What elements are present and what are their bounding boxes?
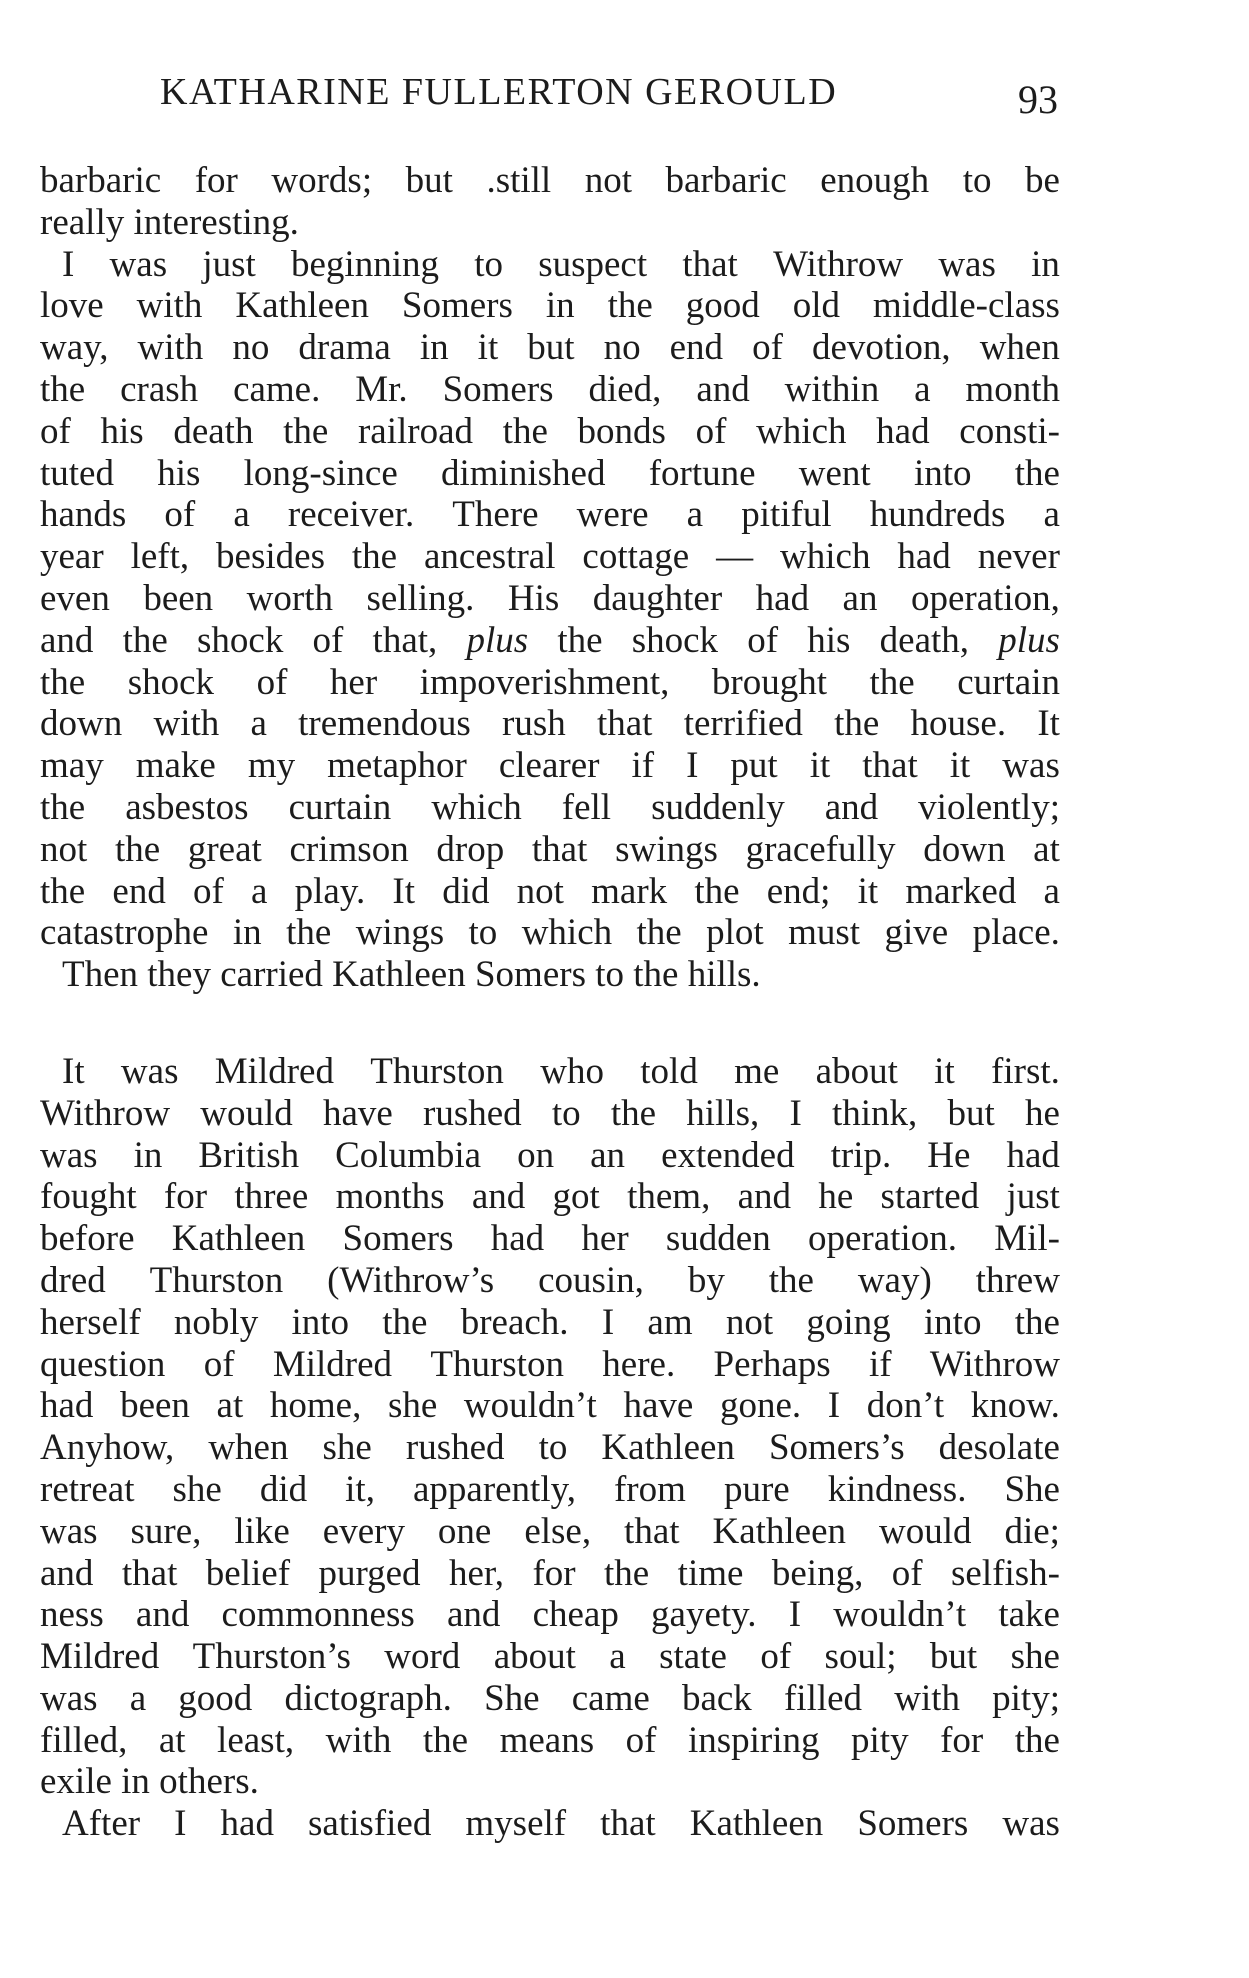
text-line: ness and commonness and cheap gayety. I wouldn’t take: [40, 1594, 1060, 1636]
paragraph: [40, 1051, 1060, 1803]
text-line: I was just beginning to suspect that Withrow was in: [62, 243, 1060, 285]
paragraph: [40, 160, 1060, 244]
text-line: had been at home, she wouldn’t have gone. I don’t know.: [40, 1385, 1060, 1427]
text-line: even been worth selling. His daughter had an operation,: [40, 577, 1060, 619]
text-line: the end of a play. It did not mark the end; it marked a: [40, 870, 1060, 912]
text-line: Withrow would have rushed to the hills, I think, but he: [40, 1092, 1060, 1134]
text-line: and that belief purged her, for the time being, of selfish-: [40, 1552, 1060, 1594]
text-line: question of Mildred Thurston here. Perhaps if Withrow: [40, 1343, 1060, 1385]
text-line: herself nobly into the breach. I am not going into the: [40, 1301, 1060, 1343]
text-line: Then they carried Kathleen Somers to the hills.: [62, 954, 761, 996]
paragraph: [40, 244, 1060, 996]
text-line: tuted his long-since diminished fortune went into the: [40, 452, 1060, 494]
text-line: was sure, like every one else, that Kathleen would die;: [40, 1510, 1060, 1552]
text-line: It was Mildred Thurston who told me about it first.: [62, 1050, 1060, 1092]
text-line: retreat she did it, apparently, from pure kindness. She: [40, 1468, 1060, 1510]
body-text: [40, 160, 1060, 1845]
paragraph: [40, 1803, 1060, 1845]
section-break: [40, 996, 1060, 1051]
page-header: [150, 70, 1068, 126]
text-line: barbaric for words; but .still not barbaric enough to be: [40, 160, 1060, 201]
text-line: way, with no drama in it but no end of devotion, when: [40, 327, 1060, 369]
text-line: Mildred Thurston’s word about a state of soul; but she: [40, 1636, 1060, 1678]
running-head: KATHARINE FULLERTON GEROULD: [160, 71, 838, 113]
text-line: exile in others.: [40, 1761, 259, 1803]
text-line: and the shock of that, plus the shock of his death, plus: [40, 619, 1060, 661]
text-line: year left, besides the ancestral cottage — which had never: [40, 536, 1060, 578]
text-line: really interesting.: [40, 201, 299, 243]
text-line: not the great crimson drop that swings gracefully down at: [40, 828, 1060, 870]
text-line: the crash came. Mr. Somers died, and within a month: [40, 368, 1060, 410]
text-line: the shock of her impoverishment, brought the curtain: [40, 661, 1060, 703]
text-line: After I had satisfied myself that Kathleen Somers was: [62, 1803, 1060, 1845]
text-line: the asbestos curtain which fell suddenly and violently;: [40, 786, 1060, 828]
text-line: was a good dictograph. She came back filled with pity;: [40, 1677, 1060, 1719]
text-line: down with a tremendous rush that terrified the house. It: [40, 703, 1060, 745]
text-line: love with Kathleen Somers in the good old middle-class: [40, 285, 1060, 327]
text-line: hands of a receiver. There were a pitiful hundreds a: [40, 494, 1060, 536]
text-line: filled, at least, with the means of inspiring pity for the: [40, 1719, 1060, 1761]
text-line: fought for three months and got them, and he started just: [40, 1176, 1060, 1218]
page-number: 93: [1018, 77, 1058, 122]
text-line: was in British Columbia on an extended trip. He had: [40, 1134, 1060, 1176]
text-line: catastrophe in the wings to which the plot must give place.: [40, 912, 1060, 954]
text-line: before Kathleen Somers had her sudden operation. Mil-: [40, 1218, 1060, 1260]
text-line: of his death the railroad the bonds of which had consti-: [40, 410, 1060, 452]
text-line: may make my metaphor clearer if I put it that it was: [40, 745, 1060, 787]
text-line: dred Thurston (Withrow’s cousin, by the way) threw: [40, 1259, 1060, 1301]
text-line: Anyhow, when she rushed to Kathleen Somers’s desolate: [40, 1427, 1060, 1469]
